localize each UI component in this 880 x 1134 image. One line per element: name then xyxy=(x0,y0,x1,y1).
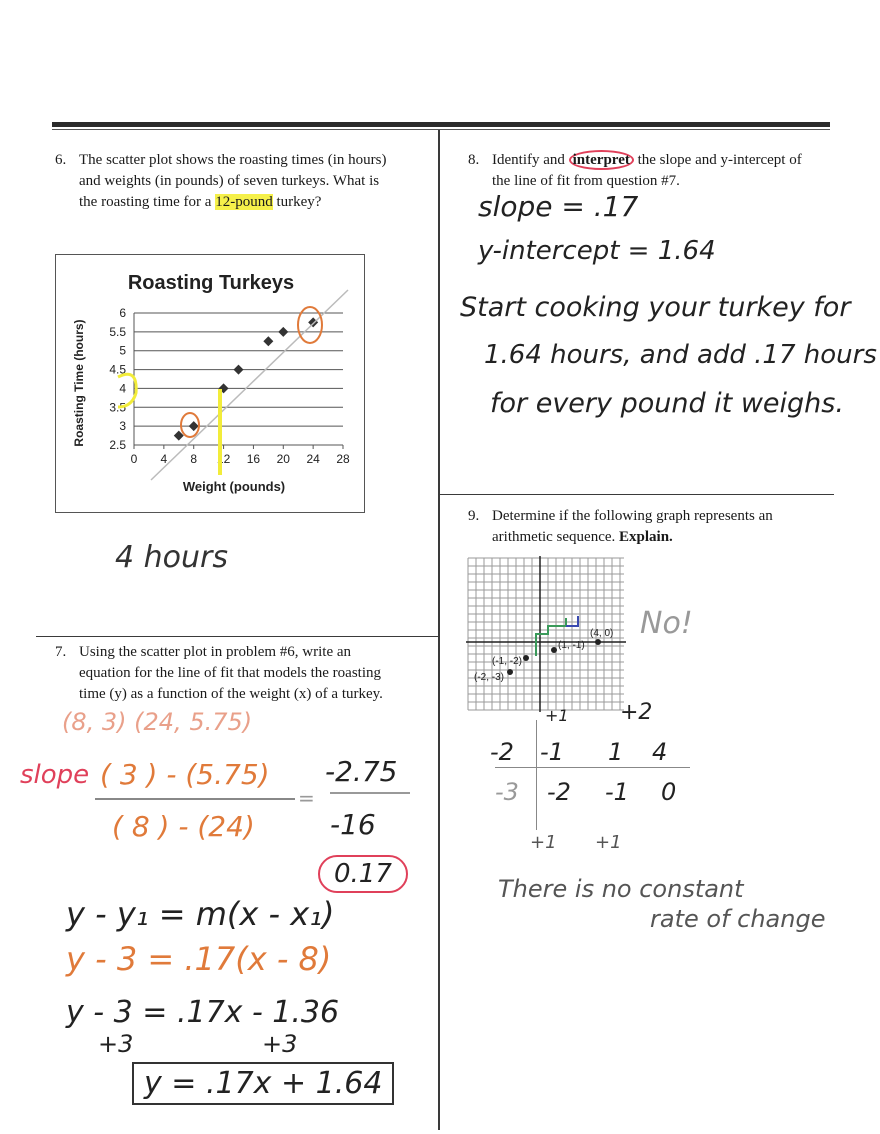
top-diff-1: +1 xyxy=(545,706,569,725)
fraction-bar-2 xyxy=(330,792,410,794)
point-label: (1, -1) xyxy=(558,640,585,651)
x-tick-label: 12 xyxy=(216,452,231,466)
q9-answer-no: No! xyxy=(640,606,693,641)
scatter-chart-box xyxy=(55,254,365,513)
top-rule-thin xyxy=(52,129,830,130)
q8-intercept: y-intercept = 1.64 xyxy=(478,236,716,266)
column-divider xyxy=(438,130,440,1130)
q8-answer-line2: 1.64 hours, and add .17 hours xyxy=(484,340,877,370)
y-tick-label: 4.5 xyxy=(109,362,126,377)
q6-line2: and weights (in pounds) of seven turkeys. What is xyxy=(79,173,380,189)
grid-point xyxy=(523,655,529,661)
section-divider-left xyxy=(36,636,440,637)
q9-explanation-line2: rate of change xyxy=(650,905,826,933)
scatter-chart xyxy=(56,255,364,512)
q8-answer-line3: for every pound it weighs. xyxy=(490,388,844,419)
q7-step1: y - y₁ = m(x - x₁) xyxy=(66,895,335,933)
chart-y-label: Roasting Time (hours) xyxy=(72,319,86,447)
x-tick-label: 28 xyxy=(336,452,350,466)
point-label: (4, 0) xyxy=(590,628,614,639)
q7-den-value: -16 xyxy=(330,808,376,841)
x-tick-label: 16 xyxy=(246,452,261,466)
data-point xyxy=(234,365,244,375)
question-6 xyxy=(55,150,435,213)
q7-plus3-right: +3 xyxy=(262,1030,298,1058)
point-label: (-1, -2) xyxy=(492,656,522,667)
y-tick-label: 2.5 xyxy=(109,438,126,452)
point-label: (-2, -3) xyxy=(474,672,504,683)
highlight-12-pound: 12-pound xyxy=(215,194,273,210)
x-tick-label: 8 xyxy=(190,452,198,466)
section-divider-right xyxy=(440,494,834,495)
grid-point xyxy=(551,647,557,653)
data-point xyxy=(263,336,273,346)
top-diff-2: +2 xyxy=(620,700,653,725)
x-tick-label: 24 xyxy=(306,452,320,466)
chart-x-label: Weight (pounds) xyxy=(182,479,286,494)
data-point xyxy=(189,421,199,431)
y-tick-label: 5 xyxy=(119,343,126,358)
q7-line2: equation for the line of fit that models the roasting xyxy=(79,665,382,681)
question-number: 7. xyxy=(55,644,67,660)
annotation-circle-24-575 xyxy=(298,307,322,343)
q6-line3: the roasting time for a 12-pound turkey? xyxy=(79,194,322,210)
table-rule xyxy=(495,767,690,768)
question-8: 8. Identify and interpret the slope and y-intercept of the line of fit from question #7. xyxy=(468,150,830,192)
table-rule-v xyxy=(536,720,537,830)
question-7 xyxy=(55,642,435,705)
grid-point xyxy=(507,669,513,675)
y-tick-label: 6 xyxy=(119,306,126,320)
q7-plus3-left: +3 xyxy=(98,1030,134,1058)
top-rule xyxy=(52,122,830,127)
q7-step3: y - 3 = .17x - 1.36 xyxy=(66,995,340,1030)
q7-equals: = xyxy=(298,786,315,810)
q6-line1: The scatter plot shows the roasting times (in hours) xyxy=(79,152,387,168)
x-tick-label: 4 xyxy=(160,452,168,466)
question-number: 6. xyxy=(55,152,67,168)
q7-denominator: ( 8 ) - (24) xyxy=(112,810,255,843)
q9-line1: Determine if the following graph represents an xyxy=(492,508,773,524)
y-tick-label: 5.5 xyxy=(109,324,126,339)
x-tick-label: 0 xyxy=(130,452,138,466)
y-tick-label: 4 xyxy=(119,381,126,396)
q7-num-value: -2.75 xyxy=(325,755,398,788)
q7-numerator: ( 3 ) - (5.75) xyxy=(100,758,270,791)
q9-line2: arithmetic sequence. Explain. xyxy=(492,529,673,545)
data-point xyxy=(278,327,288,337)
bot-diff-1: +1 xyxy=(530,832,557,853)
coordinate-grid xyxy=(466,556,626,712)
q8-answer-line1: Start cooking your turkey for xyxy=(460,292,851,323)
q7-result: 0.17 xyxy=(318,855,408,893)
q8-slope: slope = .17 xyxy=(478,190,639,223)
q7-slope-label: slope xyxy=(20,760,90,790)
question-number: 8. xyxy=(468,152,480,168)
q6-answer: 4 hours xyxy=(115,540,228,575)
bot-diff-2: +1 xyxy=(595,832,622,853)
chart-title: Roasting Turkeys xyxy=(127,272,295,294)
interpret-circled: interpret xyxy=(569,150,634,170)
fraction-bar xyxy=(95,798,295,800)
q7-points: (8, 3) (24, 5.75) xyxy=(62,708,253,736)
q7-final-answer: y = .17x + 1.64 xyxy=(132,1062,394,1105)
y-tick-label: 3.5 xyxy=(109,400,126,415)
data-point xyxy=(308,317,318,327)
q8-line2: the line of fit from question #7. xyxy=(492,173,680,189)
q7-step2: y - 3 = .17(x - 8) xyxy=(66,940,332,978)
question-number: 9. xyxy=(468,508,480,524)
question-9 xyxy=(468,506,830,548)
grid-point xyxy=(595,639,601,645)
x-tick-label: 20 xyxy=(276,452,290,466)
y-tick-label: 3 xyxy=(119,419,126,434)
q7-line1: Using the scatter plot in problem #6, write an xyxy=(79,644,352,660)
q7-line3: time (y) as a function of the weight (x) of a turkey. xyxy=(79,686,383,702)
q9-explanation-line1: There is no constant xyxy=(498,875,744,903)
